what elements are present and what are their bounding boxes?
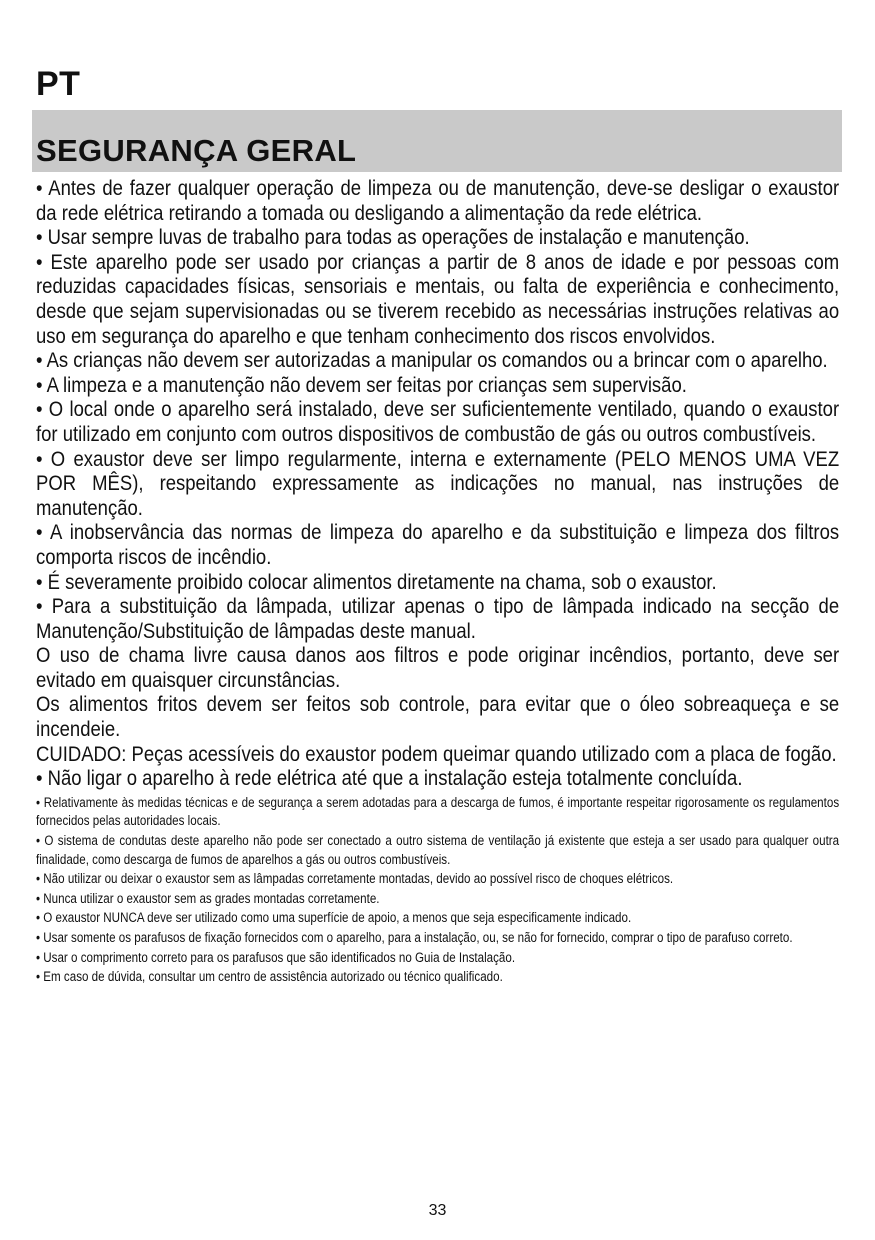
paragraph: • As crianças não devem ser autorizadas a manipular os comandos ou a brincar com o aparelho. <box>36 348 828 373</box>
note: • Não utilizar ou deixar o exaustor sem as lâmpadas corretamente montadas, devido ao possível risco de choques elétricos. <box>36 871 674 887</box>
note: • Nunca utilizar o exaustor sem as grades montadas corretamente. <box>36 890 380 906</box>
note: • Usar o comprimento correto para os parafusos que são identificados no Guia de Instalação. <box>36 949 516 965</box>
page-number: 33 <box>428 1202 447 1219</box>
paragraph: • O local onde o aparelho será instalado, deve ser suficientemente ventilado, quando o exaustor for utilizado em conjunto com outros dispositivos de combustão de gás ou outros combustíveis. <box>36 397 840 446</box>
language-code: PT <box>36 65 81 103</box>
paragraph: • O exaustor deve ser limpo regularmente, interna e externamente (PELO MENOS UMA VEZ POR MÊS), respeitando expressamente as indicações no manual, nas instruções de manutenção. <box>36 446 840 520</box>
paragraph: • Este aparelho pode ser usado por crianças a partir de 8 anos de idade e por pessoas com reduzidas capacidades físicas, sensoriais e mentais, ou falta de experiência e conhecimento, desde que sejam supervisionadas ou se tiverem recebido as necessárias instruções relativas ao uso em segurança do aparelho e que tenham conhecimento dos riscos envolvidos. <box>36 249 840 348</box>
note: • O sistema de condutas deste aparelho não pode ser conectado a outro sistema de ventilação já existente que esteja a ser usado para qualquer outra finalidade, como descarga de fumos de aparelhos a gás ou outros combustíveis. <box>36 833 840 867</box>
main-instructions <box>36 176 839 791</box>
paragraph: CUIDADO: Peças acessíveis do exaustor podem queimar quando utilizado com a placa de fogão. <box>36 741 837 766</box>
note: • Relativamente às medidas técnicas e de segurança a serem adotadas para a descarga de fumos, é importante respeitar rigorosamente os regulamentos fornecidos pelas autoridades locais. <box>36 794 840 829</box>
paragraph: • A inobservância das normas de limpeza do aparelho e da substituição e limpeza dos filtros comporta riscos de incêndio. <box>36 520 840 569</box>
note: • Usar somente os parafusos de fixação fornecidos com o aparelho, para a instalação, ou, se não for fornecido, comprar o tipo de parafuso correto. <box>36 930 793 945</box>
section-title: SEGURANÇA GERAL <box>36 133 357 168</box>
paragraph: Os alimentos fritos devem ser feitos sob controle, para evitar que o óleo sobreaqueça e se incendeie. <box>36 692 840 742</box>
note: • O exaustor NUNCA deve ser utilizado como uma superfície de apoio, a menos que seja especificamente indicado. <box>36 910 632 926</box>
technical-notes <box>36 794 839 987</box>
safety-content <box>36 176 839 988</box>
paragraph: • Não ligar o aparelho à rede elétrica até que a instalação esteja totalmente concluída. <box>36 766 743 791</box>
paragraph: • É severamente proibido colocar alimentos diretamente na chama, sob o exaustor. <box>36 569 717 594</box>
note: • Em caso de dúvida, consultar um centro de assistência autorizado ou técnico qualificado. <box>36 969 503 985</box>
paragraph: • Antes de fazer qualquer operação de limpeza ou de manutenção, deve-se desligar o exaustor da rede elétrica retirando a tomada ou desligando a alimentação da rede elétrica. <box>36 176 840 225</box>
paragraph: • Usar sempre luvas de trabalho para todas as operações de instalação e manutenção. <box>36 225 750 250</box>
paragraph: O uso de chama livre causa danos aos filtros e pode originar incêndios, portanto, deve ser evitado em quaisquer circunstâncias. <box>36 643 840 692</box>
paragraph: • Para a substituição da lâmpada, utilizar apenas o tipo de lâmpada indicado na secção de Manutenção/Substituição de lâmpadas deste manual. <box>36 594 840 643</box>
paragraph: • A limpeza e a manutenção não devem ser feitas por crianças sem supervisão. <box>36 372 687 397</box>
